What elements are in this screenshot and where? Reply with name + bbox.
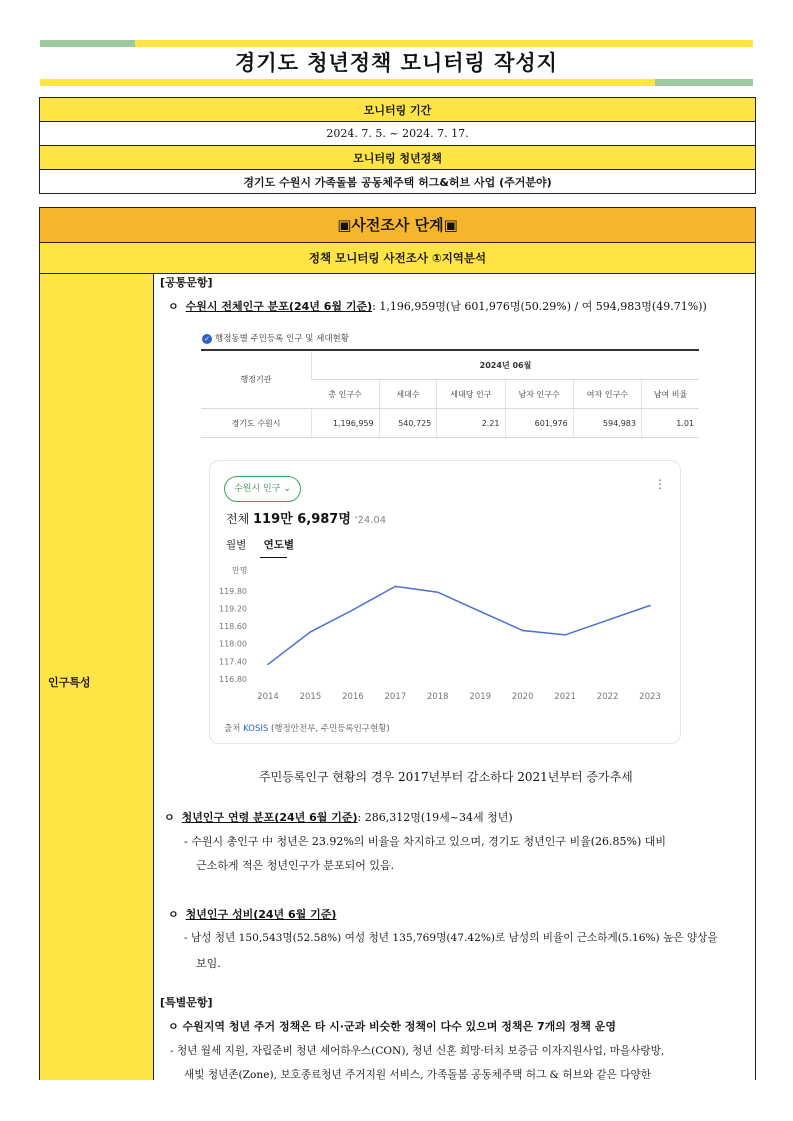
- bullet-icon: ㅇ: [168, 1020, 179, 1033]
- tab-yearly[interactable]: 연도별: [263, 539, 295, 551]
- row-label-cell: [40, 274, 154, 1080]
- data-point: [437, 591, 439, 593]
- stage-title: ▣사전조사 단계▣: [40, 208, 755, 243]
- policy-value: 경기도 수원시 가족돌봄 공동체주택 허그&허브 사업 (주거분야): [40, 170, 756, 194]
- period-value: 2024. 7. 5. ~ 2024. 7. 17.: [40, 122, 756, 146]
- x-tick-label: 2019: [469, 692, 492, 702]
- y-tick-label: 116.80: [219, 675, 247, 684]
- y-axis-unit-label: 만명: [232, 566, 248, 575]
- bottom-green-bar: [655, 79, 753, 86]
- x-tick-label: 2020: [511, 692, 534, 702]
- stats-caption: ✓ 행정동별 주민등록 인구 및 세대현황: [202, 332, 349, 344]
- policy-label: 모니터링 청년정책: [40, 146, 756, 170]
- youth-age-line2: 근소하게 적은 청년인구가 분포되어 있음.: [196, 859, 395, 872]
- population-total: 전체 119만 6,987명 '24.04: [226, 512, 387, 527]
- region-dropdown[interactable]: 수원시 인구 ⌄: [224, 476, 301, 502]
- stats-col-female: 여자 인구수: [573, 380, 641, 409]
- data-point: [607, 619, 609, 621]
- tab-active-underline: [260, 557, 287, 558]
- special-bullet: ㅇ 수원지역 청년 주거 정책은 타 시·군과 비슷한 정책이 다수 있으며 정책은 7개의 정책 운영: [168, 1020, 617, 1033]
- special-line1: - 청년 월세 지원, 자립준비 청년 셰어하우스(CON), 청년 신혼 희망·터치 보증금 이자지원사업, 마을사랑방,: [170, 1045, 665, 1057]
- stats-cell: 601,976: [505, 409, 573, 438]
- content-cell: [154, 274, 755, 1080]
- period-label: 모니터링 기간: [40, 98, 756, 122]
- stage-subtitle: 정책 모니터링 사전조사 ①지역분석: [40, 243, 755, 274]
- population-stats-table: [201, 349, 699, 438]
- stats-cell: 1,196,959: [312, 409, 380, 438]
- special-heading: [특별문항]: [160, 996, 213, 1009]
- stats-col-total: 총 인구수: [312, 380, 380, 409]
- more-options-icon[interactable]: ⋮: [654, 477, 666, 491]
- chart-source: 출처 KOSIS (행정안전부, 주민등록인구현황): [224, 724, 390, 734]
- bullet-youth-age-value: : 286,312명(19세~34세 청년): [357, 811, 513, 824]
- bullet-icon: ㅇ: [164, 811, 175, 824]
- y-tick-label: 117.40: [219, 657, 247, 667]
- stats-cell: 540,725: [379, 409, 437, 438]
- bullet-population: [168, 298, 707, 314]
- bullet-icon: ㅇ: [168, 908, 179, 921]
- data-point: [649, 605, 651, 607]
- top-green-bar: [40, 40, 135, 47]
- x-tick-label: 2018: [426, 692, 449, 702]
- stats-col-households: 세대수: [379, 380, 437, 409]
- youth-age-line1: - 수원시 총인구 中 청년은 23.92%의 비율을 차지하고 있으며, 경기도 청년인구 비율(26.85%) 대비: [184, 835, 667, 848]
- x-tick-label: 2022: [596, 692, 619, 702]
- population-line-chart: [210, 561, 680, 721]
- stats-header-agency: 행정기관: [201, 350, 312, 409]
- common-heading: [공통문항]: [160, 276, 213, 289]
- data-point: [310, 631, 312, 633]
- tab-monthly[interactable]: 월별: [226, 539, 247, 551]
- stats-row-agency: 경기도 수원시: [201, 409, 312, 438]
- youth-sex-line2: 보임.: [196, 957, 221, 970]
- youth-sex-line1: - 남성 청년 150,543명(52.58%) 여성 청년 135,769명(47.42%)로 남성의 비율이 근소하게(5.16%) 높은 양상을: [184, 932, 718, 944]
- chevron-down-icon: ⌄: [283, 484, 291, 494]
- stats-col-male: 남자 인구수: [505, 380, 573, 409]
- top-yellow-bar: [135, 40, 753, 47]
- x-tick-label: 2014: [257, 692, 279, 702]
- table-row: [201, 409, 699, 438]
- y-tick-label: 118.00: [219, 639, 247, 649]
- stats-col-per-household: 세대당 인구: [437, 380, 505, 409]
- bullet-youth-age-label: 청년인구 연령 분포(24년 6월 기준): [181, 811, 358, 824]
- population-total-value: 119만 6,987명: [253, 512, 351, 527]
- population-card: [209, 460, 681, 744]
- survey-frame: [39, 207, 756, 1080]
- stats-cell: 1.01: [641, 409, 699, 438]
- population-total-date: '24.04: [354, 515, 387, 526]
- data-point: [479, 611, 481, 613]
- y-tick-label: 118.60: [219, 622, 247, 632]
- stats-cell: 2.21: [437, 409, 505, 438]
- data-point: [267, 663, 269, 665]
- x-tick-label: 2021: [554, 692, 576, 702]
- chart-caption: 주민등록인구 현황의 경우 2017년부터 감소하다 2021년부터 증가추세: [259, 770, 633, 784]
- bullet-icon: ㅇ: [168, 300, 179, 313]
- special-line2: 새빛 청년존(Zone), 보호종료청년 주거지원 서비스, 가족돌봄 공동체주택 허그 & 허브와 같은 다양한: [184, 1069, 651, 1080]
- data-point: [395, 586, 397, 588]
- data-point: [522, 630, 524, 632]
- x-tick-label: 2017: [384, 692, 407, 702]
- source-link[interactable]: KOSIS: [243, 724, 269, 734]
- data-point: [352, 609, 354, 611]
- y-tick-label: 119.20: [219, 604, 247, 614]
- x-tick-label: 2016: [342, 692, 364, 702]
- bullet-population-value: : 1,196,959명(남 601,976명(50.29%) / 여 594,983명(49.71%)): [372, 300, 707, 313]
- bullet-youth-sex: [168, 906, 336, 922]
- stats-header-period: 2024년 06월: [312, 350, 700, 380]
- page-title: 경기도 청년정책 모니터링 작성지: [235, 51, 558, 75]
- stats-cell: 594,983: [573, 409, 641, 438]
- population-series-line: [268, 586, 650, 664]
- bullet-youth-sex-label: 청년인구 성비(24년 6월 기준): [185, 908, 337, 921]
- y-tick-label: 119.80: [219, 586, 247, 596]
- stats-col-ratio: 남여 비율: [641, 380, 699, 409]
- x-tick-label: 2015: [299, 692, 322, 702]
- chart-tabs: [226, 537, 294, 552]
- bottom-yellow-bar: [40, 79, 655, 86]
- bullet-youth-age: [164, 809, 513, 825]
- monitoring-info-table: [39, 97, 756, 194]
- data-point: [564, 634, 566, 636]
- check-circle-icon: ✓: [202, 334, 212, 344]
- x-tick-label: 2023: [639, 692, 661, 702]
- bullet-population-label: 수원시 전체인구 분포(24년 6월 기준): [185, 300, 373, 313]
- row-label: 인구특성: [48, 676, 91, 689]
